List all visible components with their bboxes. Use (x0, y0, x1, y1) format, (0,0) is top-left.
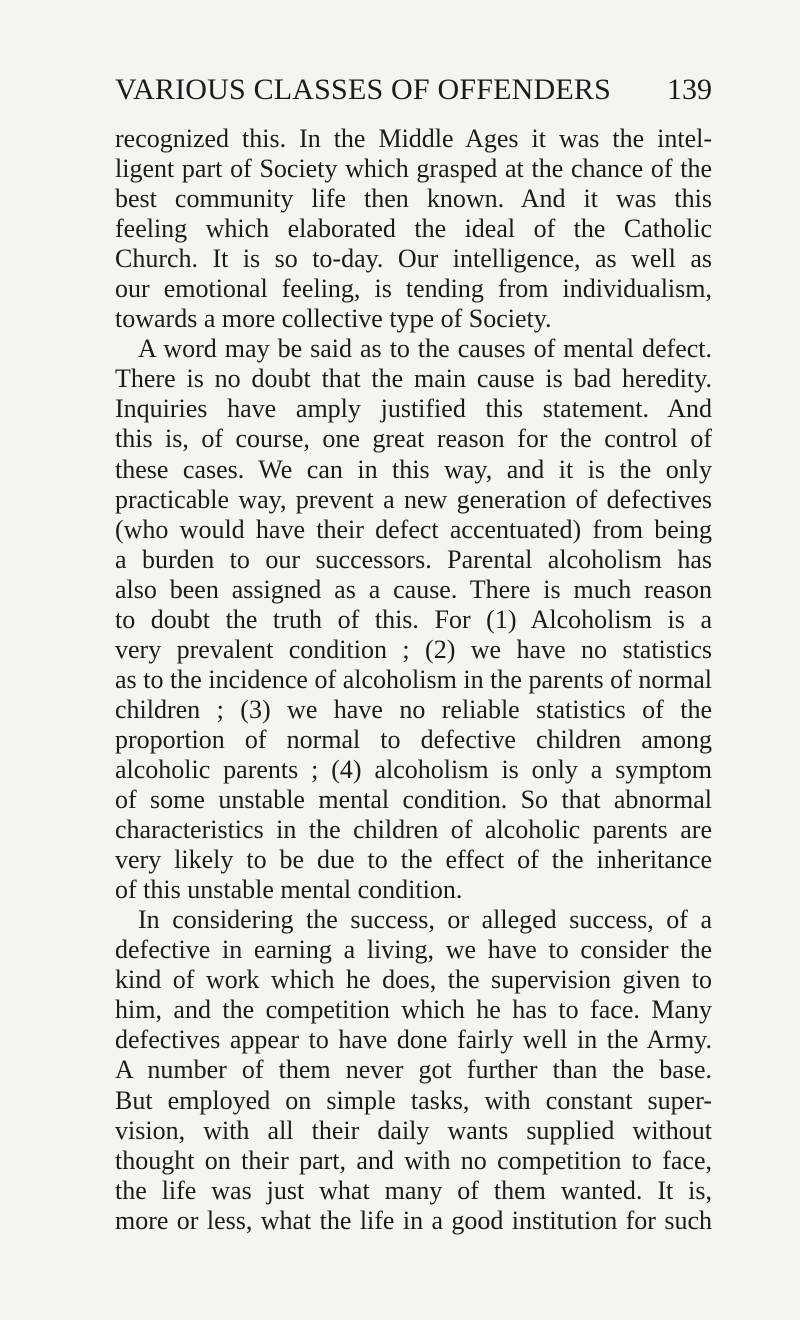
text-line: But employed on simple tasks, with constant super- (115, 1085, 712, 1115)
text-line: of some unstable mental condition. So that abnormal (115, 785, 712, 815)
text-line: (who would have their defect accentuated) from being (115, 514, 712, 544)
text-line: There is no doubt that the main cause is bad heredity. (115, 364, 712, 394)
text-line: feeling which elaborated the ideal of the Catholic (115, 214, 712, 244)
text-line: thought on their part, and with no competition to face, (115, 1145, 712, 1175)
body-text (115, 124, 712, 1236)
text-line: more or less, what the life in a good institution for such (115, 1205, 712, 1235)
text-line: Inquiries have amply justified this statement. And (115, 394, 712, 424)
text-line: alcoholic parents ; (4) alcoholism is only a symptom (115, 754, 712, 784)
text-line: very prevalent condition ; (2) we have no statistics (115, 634, 712, 664)
text-line: very likely to be due to the effect of the inheritance (115, 845, 712, 875)
text-line: A word may be said as to the causes of mental defect. (138, 334, 712, 364)
text-line: characteristics in the children of alcoholic parents are (115, 815, 712, 845)
text-line: practicable way, prevent a new generation of defectives (115, 484, 712, 514)
running-title: VARIOUS CLASSES OF OFFENDERS (115, 73, 612, 106)
text-line: also been assigned as a cause. There is much reason (115, 574, 712, 604)
text-line: a burden to our successors. Parental alcoholism has (115, 544, 712, 574)
text-line: towards a more collective type of Society. (115, 304, 552, 334)
text-line: this is, of course, one great reason for the control of (115, 424, 712, 454)
text-line: A number of them never got further than the base. (115, 1055, 712, 1085)
text-line: defectives appear to have done fairly well in the Army. (115, 1025, 712, 1055)
text-line: best community life then known. And it was this (115, 184, 712, 214)
text-line: proportion of normal to defective children among (115, 724, 712, 754)
text-line: Church. It is so to-day. Our intelligence, as well as (115, 244, 712, 274)
text-line: to doubt the truth of this. For (1) Alcoholism is a (115, 604, 712, 634)
text-line: In considering the success, or alleged success, of a (138, 905, 712, 935)
text-line: our emotional feeling, is tending from individualism, (115, 274, 712, 304)
page-number: 139 (667, 73, 712, 106)
text-line: defective in earning a living, we have to consider the (115, 935, 712, 965)
text-line: of this unstable mental condition. (115, 875, 463, 905)
text-line: him, and the competition which he has to face. Many (115, 995, 712, 1025)
text-line: kind of work which he does, the supervision given to (115, 965, 712, 995)
text-line: children ; (3) we have no reliable statistics of the (115, 694, 712, 724)
running-head (115, 70, 712, 110)
text-line: ligent part of Society which grasped at the chance of the (115, 154, 712, 184)
text-line: vision, with all their daily wants supplied without (115, 1115, 712, 1145)
text-line: recognized this. In the Middle Ages it was the intel- (115, 124, 712, 153)
text-line: as to the incidence of alcoholism in the parents of normal (115, 664, 712, 694)
text-line: the life was just what many of them wanted. It is, (115, 1175, 712, 1205)
text-line: these cases. We can in this way, and it is the only (115, 454, 712, 484)
